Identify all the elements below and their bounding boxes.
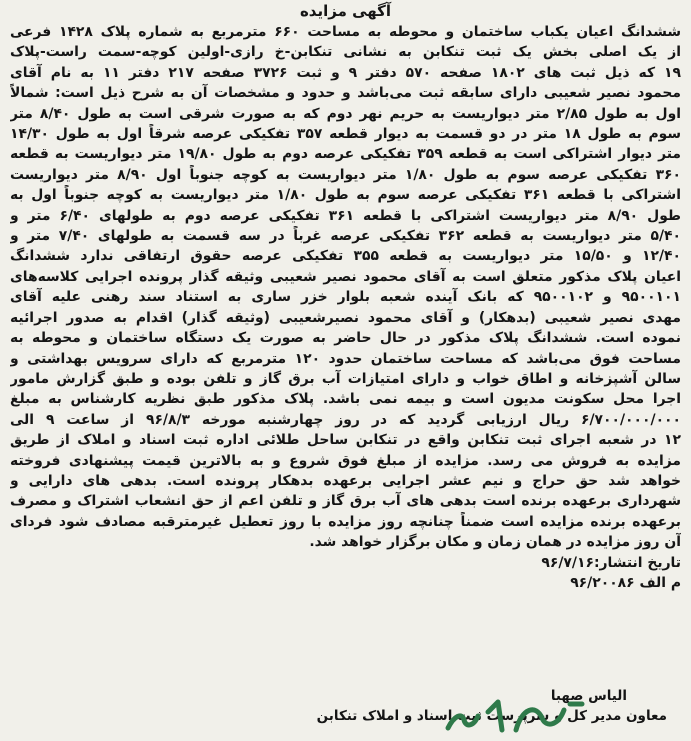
handwritten-number-mark [440, 690, 590, 740]
signer-name: الیاس صهبا [550, 688, 627, 704]
body-line: از یک اصلی بخش یک ثبت تنکابن به نشانی تنکابن-خ رازی-اولین کوچه-سمت راست-پلاک [10, 44, 681, 61]
body-line: آن روز مزایده در همان زمان و مکان برگزار خواهد شد. [309, 534, 681, 551]
body-line: ۶/۷۰۰/۰۰۰/۰۰۰ ریال ارزیابی گردید که در روز چهارشنبه مورخه ۹۶/۸/۳ از ساعت ۹ الی [10, 411, 681, 428]
body-line: اول به طول ۲/۸۵ متر دیواریست به حریم نهر دوم که به صورت شرقی است به طول ۸/۴۰ متر [10, 105, 681, 122]
body-line: مساحت فوق می‌باشد که مساحت ساختمان حدود ۱۲۰ مترمربع که دارای سرویس بهداشتی و [10, 350, 681, 367]
body-line: اجرا محل سکونت مدیون است و بیمه نمی باشد. پلاک مذکور طبق نظریه کارشناس به مبلغ [10, 391, 681, 408]
body-line: برعهده برنده مزایده است ضمناً چنانچه روز مزایده با روز تعطیل غیرمترقبه مصادف شود فردای [10, 513, 681, 530]
body-line: متر دیوار اشتراکی است به قطعه ۳۵۹ تفکیکی عرصه دوم به طول ۱۹/۸۰ متر دیواریست به قطعه [10, 146, 681, 163]
signer-title: معاون مدیر کل و سرپرست ثبت اسناد و املاک تنکابن [316, 708, 667, 724]
body-line: ۱۲/۴۰ و ۱۵/۵۰ متر دیواریست به قطعه ۳۵۵ تفکیکی عرصه حقوق ارتفاقی ندارد ششدانگ [10, 248, 681, 265]
body-line: نموده است. ششدانگ پلاک مذکور در حال حاضر به صورت یک دستگاه ساختمان و محوطه به [10, 330, 681, 347]
body-line: سالن آشپزخانه و اطاق خواب و دارای امتیازات آب برق گاز و تلفن بوده و طبق گزارش مامور [10, 370, 681, 387]
body-line: سوم به طول ۱۸ متر در دو قسمت به دیوار قطعه ۳۵۷ تفکیکی عرصه شرقاً اول به طول ۱۴/۳۰ [10, 126, 681, 143]
body-line: ۱۲ در شعبه اجرای ثبت تنکابن واقع در تنکابن ساحل طلائی اداره ثبت اسناد و املاک از طریق [10, 432, 681, 449]
body-line: ۱۹ که ذیل ثبت های ۱۸۰۲ صفحه ۵۷۰ دفتر ۹ و ثبت ۳۷۲۶ صفحه ۲۱۷ دفتر ۱۱ به نام آقای [10, 64, 681, 81]
body-line: ۳۶۰ تفکیکی عرصه سوم به طول ۱/۸۰ متر دیواریست به کوچه جنوباً اول ۸/۹۰ متر دیواریست [10, 166, 681, 183]
body-line: ششدانگ اعیان یکباب ساختمان و محوطه به مساحت ۶۶۰ مترمربع به شماره پلاک ۱۴۲۸ فرعی [10, 24, 681, 40]
body-line: ۵/۴۰ متر دیواریست به قطعه ۳۶۲ تفکیکی عرصه غرباً در سه قسمت به طولهای ۷/۴۰ متر و [10, 228, 681, 245]
notice-title: آگهی مزایده [299, 2, 392, 20]
reference-number: م الف ۹۶/۲۰۰۸۶ [570, 574, 681, 591]
body-line: محمود نصیر شعیبی دارای سابقه ثبت می‌باشد و حدود و مشخصات آن به شرح ذیل است: شمالاً [10, 85, 681, 102]
body-line: ۹۵۰۰۱۰۱ و ۹۵۰۰۱۰۲ که بانک آینده شعبه بلوار خزر ساری به استناد سند رهنی علیه آقای [10, 289, 681, 306]
publication-info [10, 553, 681, 594]
body-line: مزایده به فروش می رسد. مزایده از مبلغ فوق شروع و به بالاترین قیمت پیشنهادی فروخته [10, 452, 681, 469]
notice-body [10, 22, 681, 553]
body-line: اعیان پلاک مذکور متعلق است به آقای محمود نصیر شعیبی وثیقه گذار پرونده اجرایی کلاسه‌های [10, 268, 681, 285]
body-line: طول ۸/۹۰ متر دیواریست اشتراکی با قطعه ۳۶۱ تفکیکی عرصه دوم به طولهای ۶/۴۰ متر و [10, 207, 681, 224]
publish-date: تاریخ انتشار:۹۶/۷/۱۶ [541, 554, 681, 571]
body-line: خواهد شد حق حراج و نیم عشر اجرایی برعهده بدهکار پرونده است. بدهی های دارایی و [10, 472, 681, 489]
body-line: اشتراکی با قطعه ۳۶۱ تفکیکی عرصه سوم به طول ۱/۸۰ متر دیواریست به کوچه جنوباً اول به [10, 187, 681, 204]
body-line: مهدی نصیر شعیبی (بدهکار) و آقای محمود نصیرشعیبی (وثیقه گذار) اقدام به صدور اجرائیه [10, 309, 681, 326]
body-line: شهرداری برعهده برنده است بدهی های آب برق گاز و تلفن اعم از حق انشعاب اشتراک و مصرف [10, 493, 681, 510]
